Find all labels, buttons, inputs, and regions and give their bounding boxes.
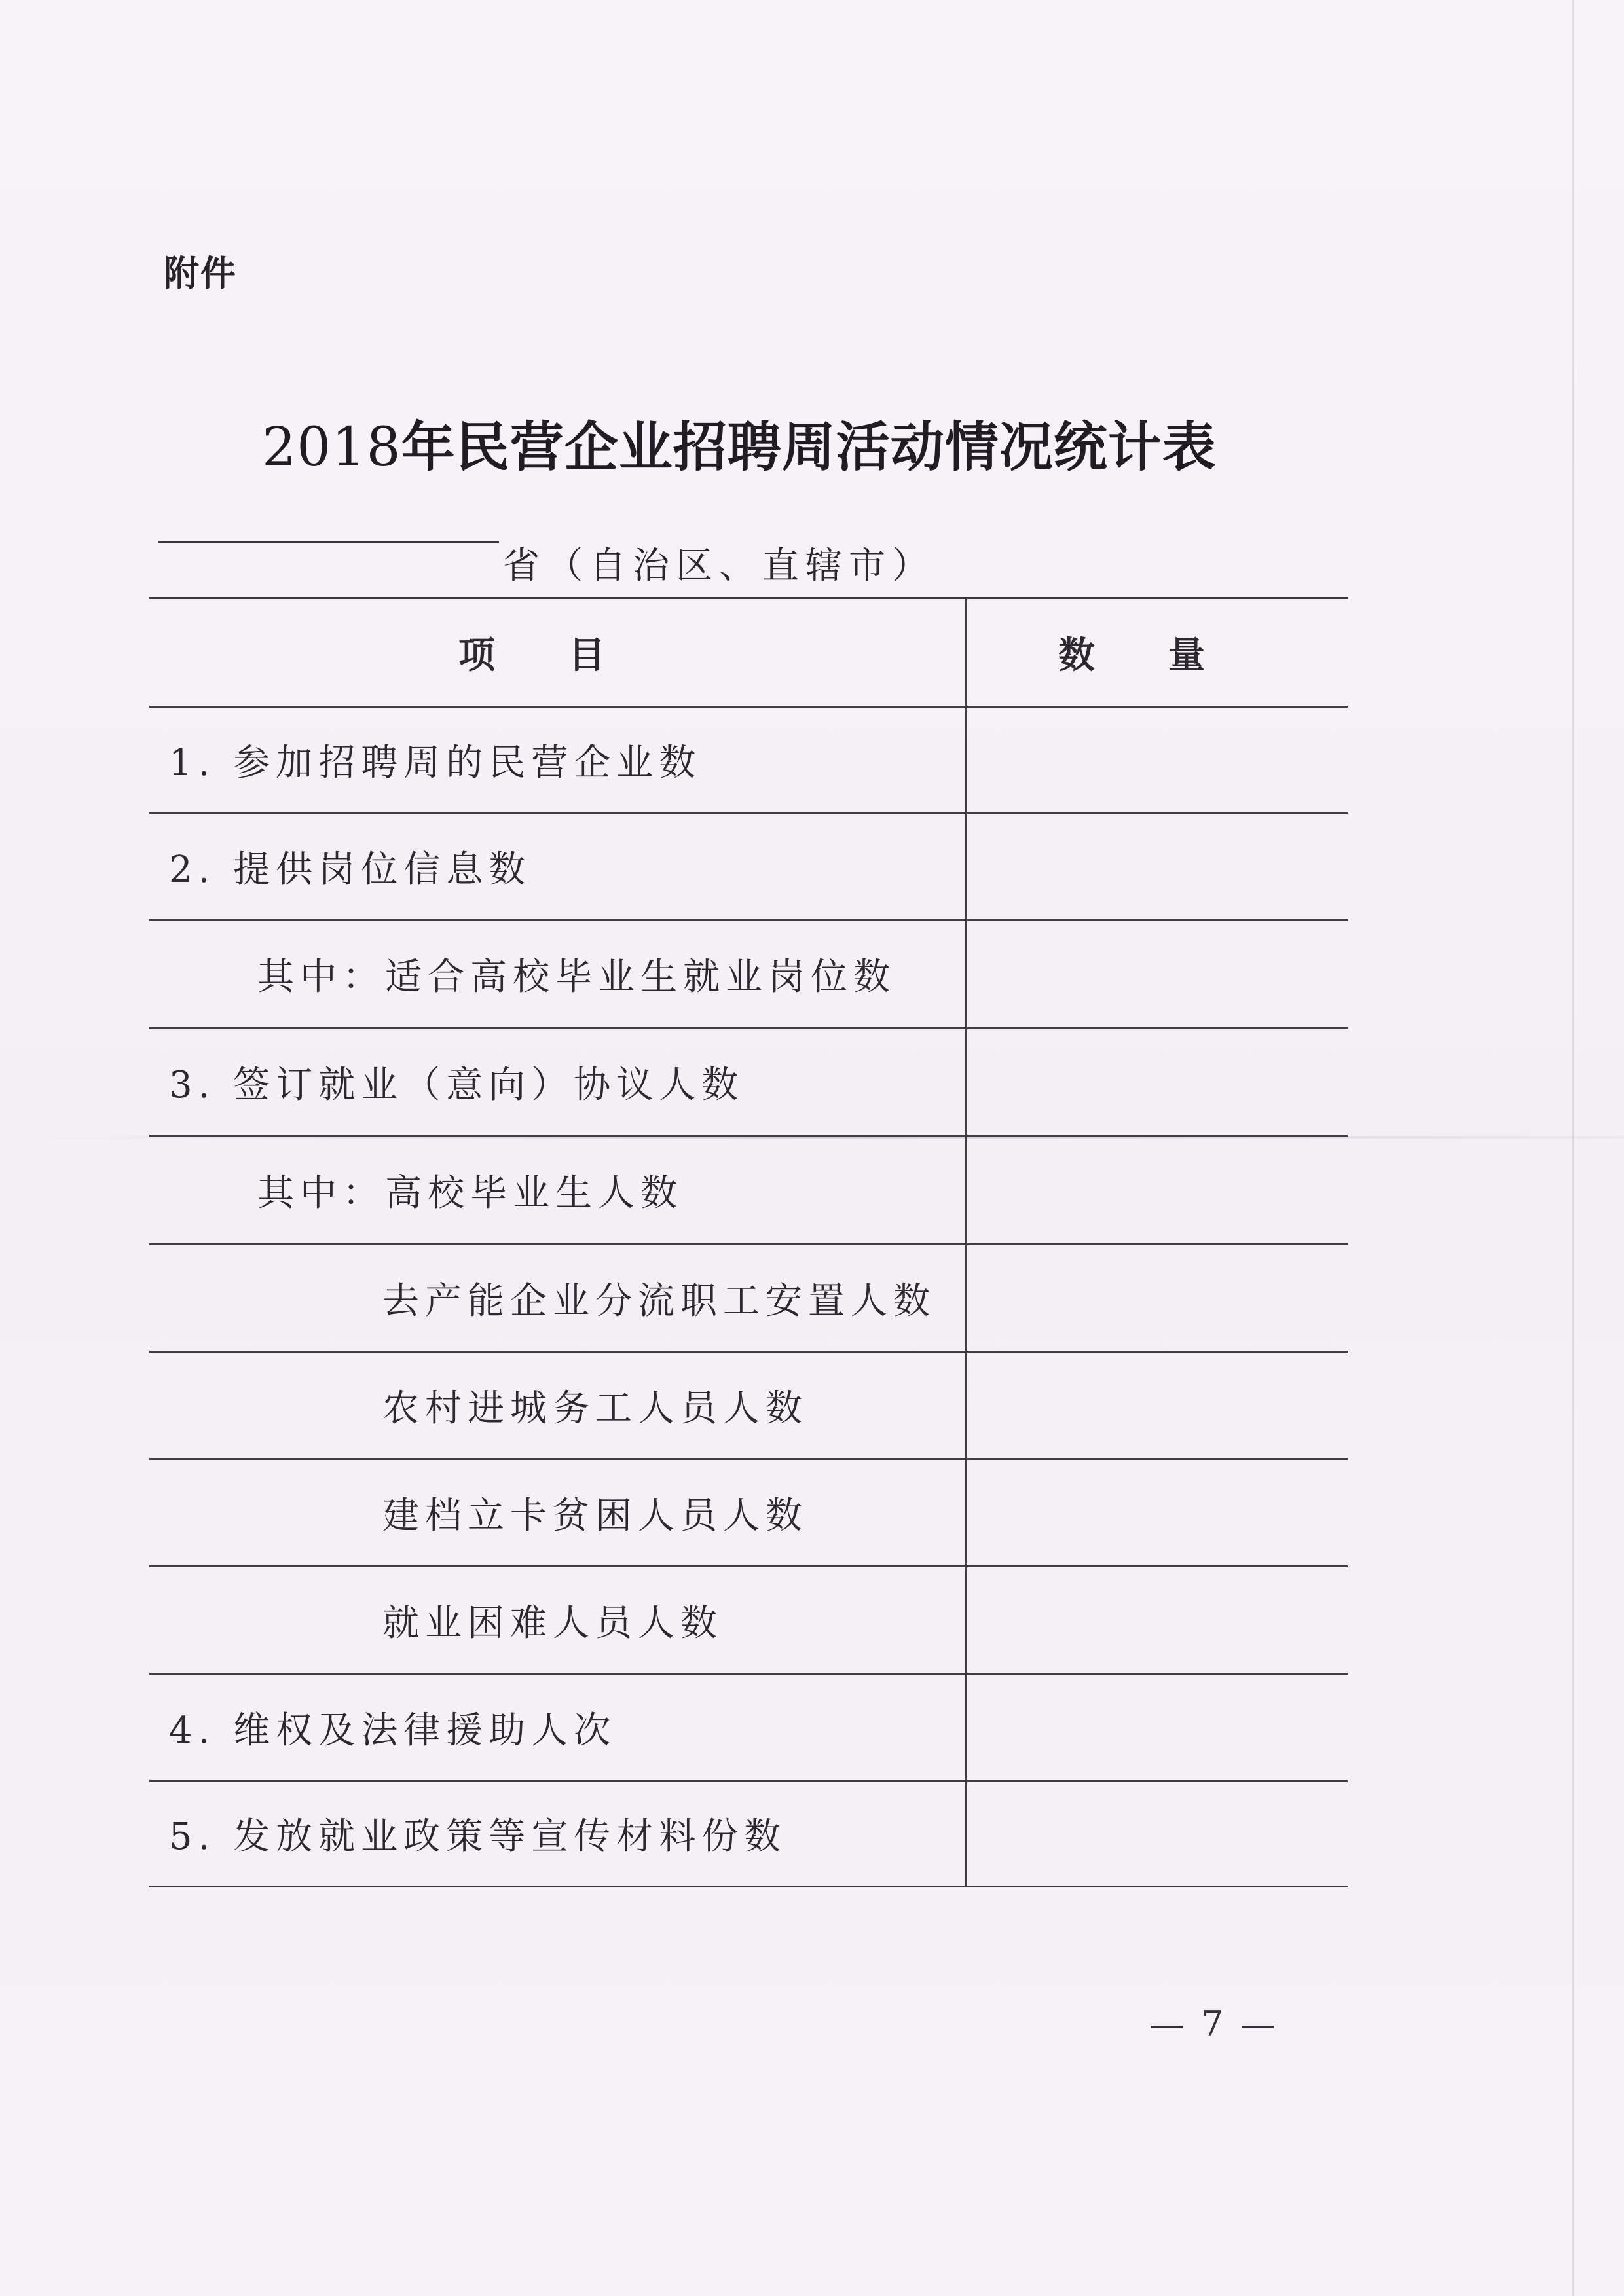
header-item: 项 目 [458,634,605,677]
province-label: 省（自治区、直辖市） [503,545,935,587]
row-label: 5. 发放就业政策等宣传材料份数 [169,1815,787,1858]
province-fill-blank[interactable] [158,541,499,543]
row-label: 其中：高校毕业生人数 [257,1171,683,1214]
title-text: 年民营企业招聘周活动情况统计表 [401,416,1217,479]
row-value-cell[interactable] [969,1245,1342,1351]
row-value-cell[interactable] [969,1137,1342,1243]
table-row [149,814,1348,921]
statistics-table [149,597,1348,1887]
title-year: 2018 [262,416,401,479]
row-value-cell[interactable] [969,1353,1342,1458]
table-row [149,1460,1348,1567]
row-value-cell[interactable] [969,1567,1342,1673]
row-label: 建档立卡贫困人员人数 [382,1494,808,1537]
attachment-label: 附件 [164,253,237,294]
row-value-cell[interactable] [969,708,1342,812]
page-number: — 7 — [1149,2003,1278,2045]
table-row [149,1029,1348,1137]
row-value-cell[interactable] [969,1675,1342,1780]
table-row [149,1353,1348,1460]
paper-edge [1572,0,1574,2296]
row-label: 3. 签订就业（意向）协议人数 [169,1063,745,1106]
row-label: 其中：适合高校毕业生就业岗位数 [257,956,896,998]
table-row [149,1567,1348,1675]
row-label: 就业困难人员人数 [382,1601,723,1645]
table-row [149,1782,1348,1886]
row-value-cell[interactable] [969,1029,1342,1135]
row-value-cell[interactable] [969,921,1342,1027]
row-label: 4. 维权及法律援助人次 [169,1709,617,1752]
table-row [149,1137,1348,1245]
table-row [149,708,1348,814]
page-title [262,405,1217,481]
row-value-cell[interactable] [969,1460,1342,1565]
row-label: 去产能企业分流职工安置人数 [382,1279,936,1322]
row-value-cell[interactable] [969,814,1342,919]
row-label: 农村进城务工人员人数 [382,1387,808,1430]
header-quantity: 数 量 [1058,634,1205,677]
table-header-row [149,599,1348,708]
table-row [149,921,1348,1029]
row-label: 2. 提供岗位信息数 [169,848,532,891]
row-value-cell[interactable] [969,1782,1342,1886]
table-row [149,1675,1348,1782]
row-label: 1. 参加招聘周的民营企业数 [169,741,702,784]
table-row [149,1245,1348,1353]
